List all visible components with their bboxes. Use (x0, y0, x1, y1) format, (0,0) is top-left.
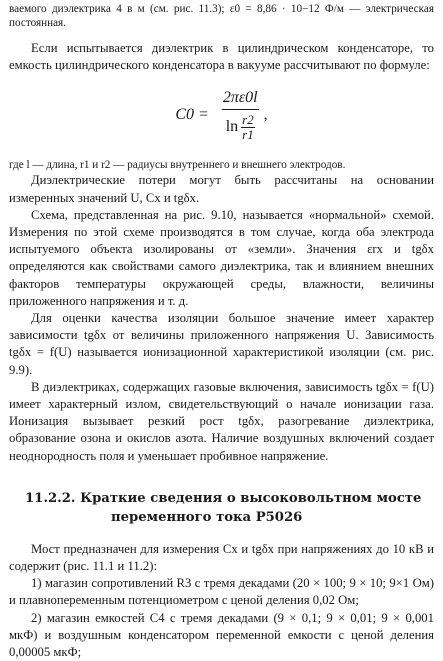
formula-legend: где l — длина, r1 и r2 — радиусы внутреннего и внешнего электродов. (9, 159, 346, 172)
section-heading-line1: 11.2.2. Краткие сведения о высоковольтном мосте (25, 490, 422, 506)
formula-r2: r2 (242, 111, 254, 127)
formula-fraction (217, 89, 264, 142)
formula-denominator (222, 109, 259, 142)
paragraph-bridge: Мост предназначен для измерения Cx и tgδx при напряжениях до 10 кВ и содержит (рис. 11.1 и 11.2): (9, 541, 434, 574)
paragraph-scheme: Схема, представленная на рис. 9.10, называется «нормальной» схемой. Измерения по этой схеме производятся в том случае, когда оба электрода испытуемого объекта изолированы от «земли». Значения εrx и tgδx определяются как свойствами самого диэлектрика, так и влиянием внешних факторов температуры окружающей среды, влажности, величины приложенного напряжения и т. д. (9, 207, 434, 308)
continuation-text: ваемого диэлектрика 4 в м (см. рис. 11.3); ε0 = 8,86 · 10−12 Ф/м — электрическая постоянная. (9, 3, 434, 29)
paragraph-cylindrical: Если испытывается диэлектрик в цилиндрическом конденсаторе, то емкость цилиндрического конденсатора в вакууме рассчитывают по формуле: (9, 41, 434, 73)
paragraph-quality: Для оценки качества изоляции большое значение имеет характер зависимости tgδx от величины приложенного напряжения U. Зависимость tgδx = f(U) называется ионизационной характеристикой изоляции (см. рис. 9.9). (9, 311, 434, 377)
capacitance-formula (9, 76, 434, 154)
list-item-resistance-box: 1) магазин сопротивлений R3 с тремя декадами (20 × 100; 9 × 10; 9×1 Ом) и плавнопеременным потенциометром с ценой деления 0,02 Ом; (9, 576, 434, 608)
formula-radius-ratio (241, 113, 255, 142)
list-item-capacitance-box: 2) магазин емкостей С4 с тремя декадами (9 × 0,1; 9 × 0,01; 9 × 0,001 мкФ) и воздушным конденсатором переменной емкости с ценой деления 0,00005 мкФ; (9, 610, 434, 660)
formula-ln: ln (225, 118, 239, 136)
paragraph-losses: Диэлектрические потери могут быть рассчитаны на основании измеренных значений U, Cx и tgδx. (9, 173, 434, 205)
paragraph-gas-inclusions: В диэлектриках, содержащих газовые включения, зависимость tgδx = f(U) имеет характерный излом, свидетельствующий о начале ионизации газа. Ионизация вызывает резкий рост tgδx, разогревание диэлектрика, образование озона и окислов азота. Наличие воздушных включений создает неоднородность поля и уменьшает пробивное напряжение. (9, 379, 434, 463)
section-heading (9, 489, 434, 527)
formula-r1: r1 (242, 126, 254, 142)
section-heading-line2: переменного тока Р5026 (111, 509, 303, 525)
formula-lhs: C0 = (175, 106, 209, 124)
formula-comma: , (263, 106, 268, 124)
formula-numerator: 2πε0l (222, 88, 258, 106)
